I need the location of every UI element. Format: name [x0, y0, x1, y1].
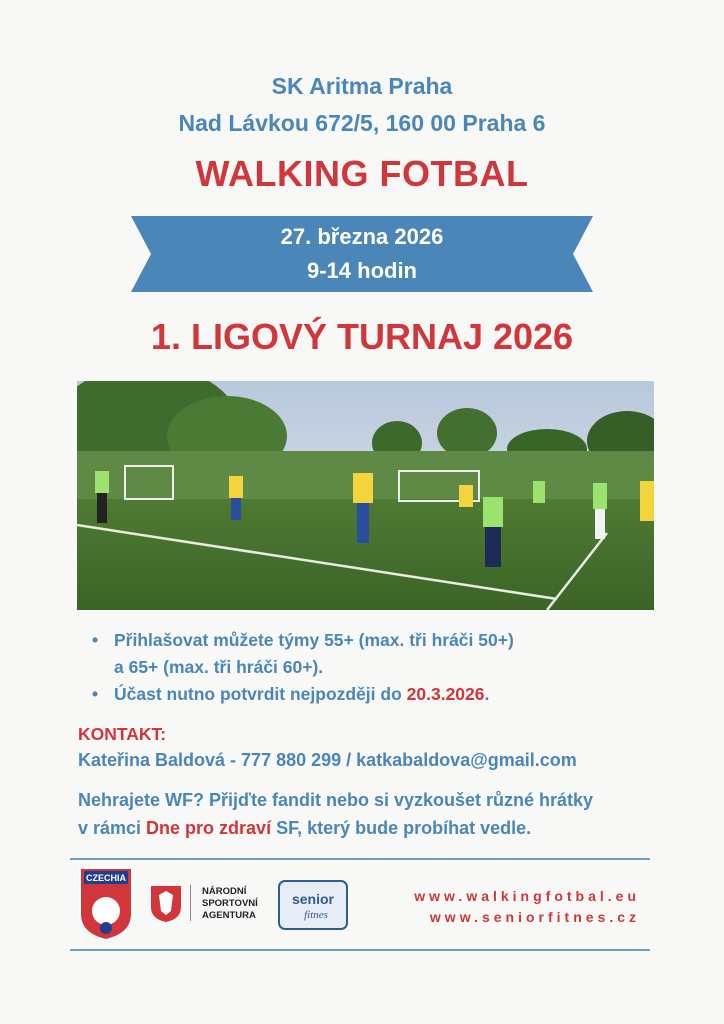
tournament-title: 1. LIGOVÝ TURNAJ 2026: [150, 316, 574, 357]
footer-divider-bottom: [70, 949, 650, 951]
bullet-icon: •: [92, 684, 99, 704]
nsa-line-2: SPORTOVNÍ: [202, 898, 258, 909]
senior-fitnes-logo: [278, 880, 348, 930]
event-time: 9-14 hodin: [306, 258, 417, 283]
event-title: WALKING FOTBAL: [195, 153, 529, 194]
footer-urls: [370, 886, 640, 928]
event-date: 27. března 2026: [280, 224, 444, 249]
venue-address: Nad Lávkou 672/5, 160 00 Praha 6: [178, 110, 546, 136]
contact-line[interactable]: Kateřina Baldová - 777 880 299 / katkabaldova@gmail.com: [78, 750, 577, 770]
nsa-logo: [150, 883, 270, 925]
football-photo: [77, 381, 654, 610]
nsa-line-3: AGENTURA: [202, 910, 256, 921]
info-list: [92, 627, 652, 708]
info-item-deadline: [92, 681, 652, 708]
bullet-icon: •: [92, 630, 99, 650]
info-item-teams-line2: a 65+ (max. tři hráči 60+).: [114, 657, 324, 677]
fitnes-logo-text: fitnes: [304, 909, 328, 921]
note-line-2: [78, 818, 531, 839]
note-line-1: Nehrajete WF? Přijďte fandit nebo si vyzkoušet různé hrátky: [78, 790, 594, 810]
footer-divider-top: [70, 858, 650, 860]
info-item-teams-cont: [92, 654, 652, 681]
info-item-deadline-end: .: [484, 684, 490, 704]
note-line-2-end: SF, který bude probíhat vedle.: [271, 818, 532, 838]
info-item-teams: [92, 627, 652, 654]
deadline-date: 20.3.2026: [406, 684, 485, 704]
senior-logo-text: senior: [291, 891, 335, 907]
info-item-deadline-text: Účast nutno potvrdit nejpozději do: [114, 684, 407, 704]
contact-heading: KONTAKT:: [78, 724, 167, 744]
czechia-walking-football-logo: [78, 866, 134, 942]
info-item-teams-line1: Přihlašovat můžete týmy 55+ (max. tři hráči 50+): [114, 630, 514, 650]
organization-name: SK Aritma Praha: [271, 73, 453, 99]
walkingfotbal-url[interactable]: www.walkingfotbal.eu: [414, 888, 640, 904]
nsa-line-1: NÁRODNÍ: [202, 886, 247, 897]
note-line-2-start: v rámci: [78, 818, 147, 838]
seniorfitnes-url[interactable]: www.seniorfitnes.cz: [429, 909, 640, 925]
health-day-highlight: Dne pro zdraví: [146, 818, 272, 838]
nsa-logo-text: [202, 886, 258, 922]
date-banner: [0, 216, 724, 292]
czechia-logo-text: CZECHIA: [86, 873, 126, 883]
